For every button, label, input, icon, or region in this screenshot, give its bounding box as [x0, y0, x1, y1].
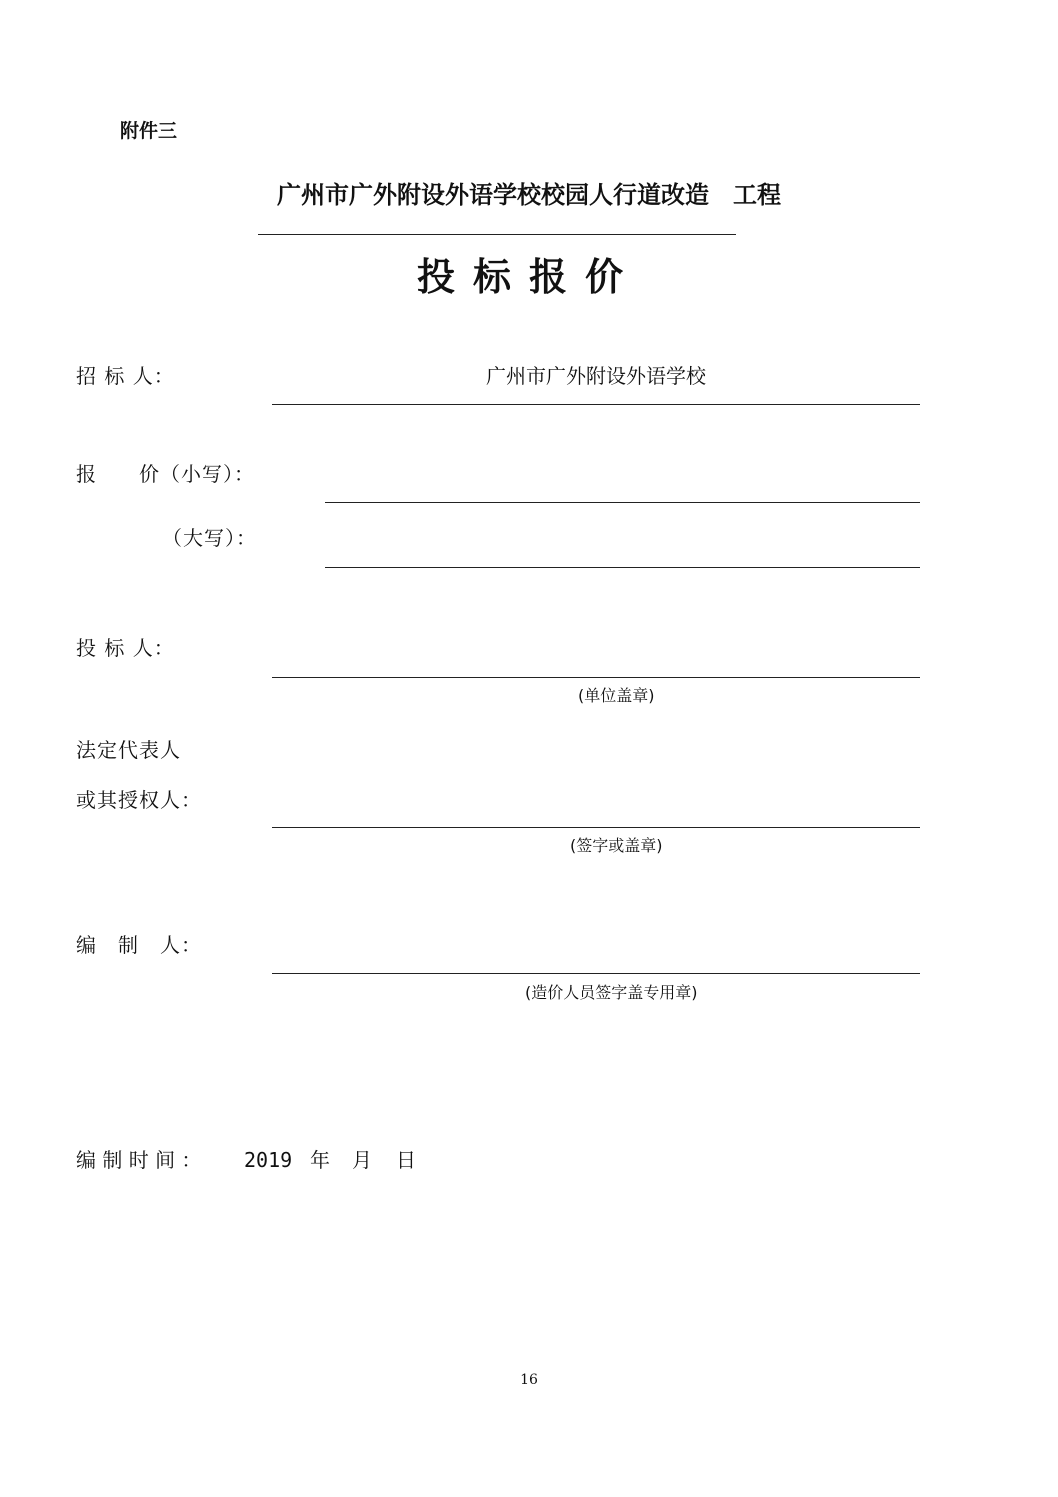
tenderer-value: 广州市广外附设外语学校 — [486, 364, 706, 388]
compile-date-day-unit: 日 — [396, 1148, 416, 1172]
compiler-label: 编 制 人： — [76, 933, 202, 957]
bidder-line — [272, 677, 920, 678]
attachment-label: 附件三 — [120, 120, 178, 142]
tenderer-line — [272, 404, 920, 405]
price-lower-line — [325, 502, 920, 503]
legal-rep-label-line2: 或其授权人： — [76, 788, 202, 812]
tenderer-label: 招 标 人： — [76, 364, 175, 388]
project-title-underline — [258, 234, 736, 235]
price-upper-line — [325, 567, 920, 568]
bidder-seal-note: (单位盖章) — [578, 686, 655, 705]
document-title: 投标报价 — [416, 255, 641, 299]
compiler-stamp-note: (造价人员签字盖专用章) — [525, 983, 698, 1002]
page-number: 16 — [520, 1372, 538, 1388]
compile-date-year: 2019 — [244, 1148, 293, 1172]
price-lower-label: 报 价（小写）： — [76, 462, 255, 486]
compile-date-month-unit: 月 — [352, 1148, 372, 1172]
legal-rep-sign-note: (签字或盖章) — [570, 836, 663, 855]
project-title: 广州市广外附设外语学校校园人行道改造 工程 — [277, 181, 781, 209]
compiler-line — [272, 973, 920, 974]
compile-date-year-unit: 年 — [310, 1148, 330, 1172]
price-upper-label: （大写）： — [162, 526, 257, 550]
legal-rep-line — [272, 827, 920, 828]
bidder-label: 投 标 人： — [76, 636, 175, 660]
legal-rep-label-line1: 法定代表人 — [76, 738, 181, 762]
compile-date-label: 编 制 时 间 ： — [76, 1148, 202, 1172]
compile-date-row — [76, 1144, 416, 1173]
